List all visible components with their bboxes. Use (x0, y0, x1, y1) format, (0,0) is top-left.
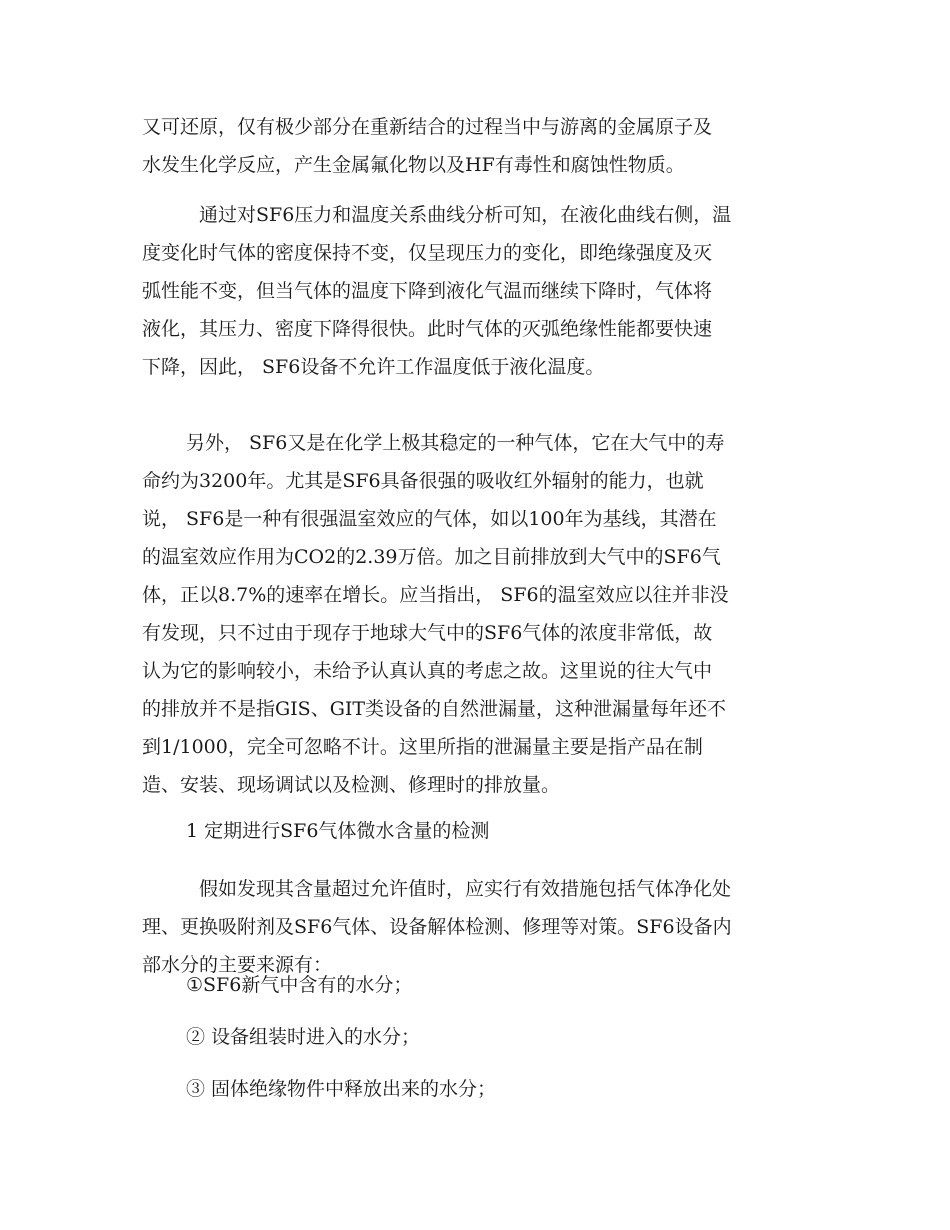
text-line: 说， SF6是一种有很强温室效应的气体，如以100年为基线，其潜在 (142, 508, 717, 530)
text-line: 命约为3200年。尤其是SF6具备很强的吸收红外辐射的能力，也就 (142, 470, 704, 492)
list-item-1 (142, 966, 808, 1004)
text-line: 又可还原，仅有极少部分在重新结合的过程当中与游离的金属原子及 (142, 116, 713, 138)
section-heading (142, 812, 808, 850)
text-line: 度变化时气体的密度保持不变，仅呈现压力的变化，即绝缘强度及灭 (142, 242, 713, 264)
text-line: 有发现，只不过由于现存于地球大气中的SF6气体的浓度非常低，故 (142, 622, 713, 644)
list-item-3 (142, 1070, 808, 1108)
text-line: 的温室效应作用为CO2的2.39万倍。加之目前排放到大气中的SF6气 (142, 546, 721, 568)
list-item-text: ①SF6新气中含有的水分； (186, 974, 413, 996)
list-item-2 (142, 1018, 808, 1056)
text-line: 弧性能不变，但当气体的温度下降到液化气温而继续下降时，气体将 (142, 280, 713, 302)
paragraph-1 (142, 108, 808, 184)
paragraph-2 (142, 196, 808, 234)
paragraph-5 (142, 870, 808, 908)
list-item-text: ② 设备组装时进入的水分； (186, 1026, 421, 1048)
text-line: 理、更换吸附剂及SF6气体、设备解体检测、修理等对策。SF6设备内 (142, 916, 732, 938)
paragraph-2-continued (142, 234, 808, 386)
text-line: 通过对SF6压力和温度关系曲线分析可知，在液化曲线右侧，温 (180, 204, 732, 226)
paragraph-3-continued (142, 462, 808, 804)
list-item-text: ③ 固体绝缘物件中释放出来的水分； (186, 1078, 497, 1100)
heading-text: 1 定期进行SF6气体微水含量的检测 (186, 820, 490, 842)
text-line: 的排放并不是指GIS、GIT类设备的自然泄漏量，这种泄漏量每年还不 (142, 698, 727, 720)
text-line: 水发生化学反应，产生金属氟化物以及HF有毒性和腐蚀性物质。 (142, 154, 685, 176)
text-line: 部水分的主要来源有： (142, 954, 333, 976)
text-line: 造、安装、现场调试以及检测、修理时的排放量。 (142, 774, 561, 796)
text-line: 液化，其压力、密度下降得很快。此时气体的灭弧绝缘性能都要快速 (142, 318, 713, 340)
paragraph-3 (142, 424, 808, 462)
text-line: 另外， SF6又是在化学上极其稳定的一种气体，它在大气中的寿 (186, 432, 725, 454)
text-line: 体，正以8.7%的速率在增长。应当指出， SF6的温室效应以往并非没 (142, 584, 729, 606)
text-line: 假如发现其含量超过允许值时，应实行有效措施包括气体净化处 (180, 878, 732, 900)
text-line: 认为它的影响较小，未给予认真认真的考虑之故。这里说的往大气中 (142, 660, 713, 682)
text-line: 到1/1000，完全可忽略不计。这里所指的泄漏量主要是指产品在制 (142, 736, 703, 758)
text-line: 下降，因此， SF6设备不允许工作温度低于液化温度。 (142, 356, 605, 378)
